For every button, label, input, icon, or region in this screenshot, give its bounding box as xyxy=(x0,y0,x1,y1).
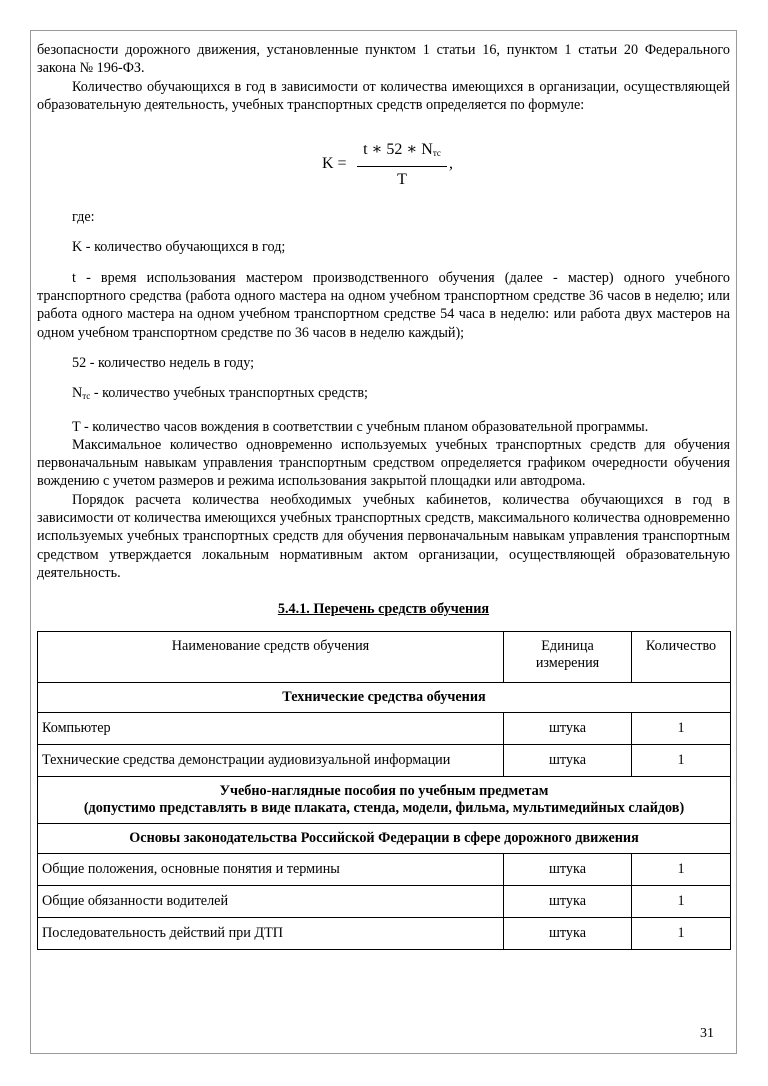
row-quantity: 1 xyxy=(632,744,731,776)
formula-fraction xyxy=(357,140,447,190)
paragraph-calculation-order: Порядок расчета количества необходимых учебных кабинетов, количества обучающихся в год в зависимости от количества имеющихся учебных транспортных средств, максимального количества одновременно используемых учебных транспортных средств для обучения первоначальным навыкам управления транспортным средством утверждается локальным нормативным актом организации, осуществляющей образовательную деятельность. xyxy=(37,491,730,581)
formula-numerator-text: t ∗ 52 ∗ N xyxy=(363,141,433,159)
row-unit: штука xyxy=(504,853,632,885)
subgroup-row xyxy=(38,823,731,853)
definition-n xyxy=(37,384,730,405)
row-unit: штука xyxy=(504,917,632,949)
definition-n-subscript: тс xyxy=(82,391,91,402)
definition-t: t - время использования мастером производственного обучения (далее - мастер) одного учебного транспортного средства (работа одного мастера на одном учебном транспортном средстве 36 часов в неделю; или работа одного мастера на одном учебном транспортном средстве 54 часа в неделю: или работа двух мастеров на одном учебном транспортном средстве по 36 часов в неделю каждый); xyxy=(37,269,730,341)
row-quantity: 1 xyxy=(632,712,731,744)
paragraph-where: где: xyxy=(72,209,95,226)
formula-comma: , xyxy=(449,155,453,173)
row-name: Общие обязанности водителей xyxy=(38,885,504,917)
formula-denominator: T xyxy=(397,171,407,189)
header-unit: Единица измерения xyxy=(504,631,632,682)
formula-numerator xyxy=(357,140,447,163)
fraction-bar xyxy=(357,166,447,167)
table-row xyxy=(38,885,731,917)
row-unit: штука xyxy=(504,885,632,917)
row-quantity: 1 xyxy=(632,853,731,885)
paragraph-max-vehicles: Максимальное количество одновременно используемых учебных транспортных средств для обучения первоначальным навыкам управления транспортным средством определяется графиком очередности обучения вождению с учетом размеров и режима использования закрытой площадки или автодрома. xyxy=(37,436,730,490)
row-quantity: 1 xyxy=(632,917,731,949)
formula-lhs: K = xyxy=(322,155,347,173)
definition-n-symbol: N xyxy=(72,385,83,402)
row-unit: штука xyxy=(504,712,632,744)
group-visual-aids xyxy=(38,776,731,823)
table-row xyxy=(38,917,731,949)
page-number: 31 xyxy=(700,1026,714,1041)
group-visual-aids-line2: (допустимо представлять в виде плаката, стенда, модели, фильма, мультимедийных слайдов) xyxy=(83,799,685,816)
row-unit: штука xyxy=(504,744,632,776)
table-row xyxy=(38,712,731,744)
header-name: Наименование средств обучения xyxy=(38,631,504,682)
subgroup-legislation: Основы законодательства Российской Федерации в сфере дорожного движения xyxy=(38,823,731,853)
definition-n-text: - количество учебных транспортных средств; xyxy=(90,385,368,402)
table-header-row xyxy=(38,631,731,682)
section-title: 5.4.1. Перечень средств обучения xyxy=(277,601,490,618)
definition-k: K - количество обучающихся в год; xyxy=(72,239,286,256)
row-name: Технические средства демонстрации аудиовизуальной информации xyxy=(38,744,504,776)
definition-T: T - количество часов вождения в соответствии с учебным планом образовательной программы. xyxy=(72,418,649,435)
table-row xyxy=(38,853,731,885)
group-technical: Технические средства обучения xyxy=(38,682,731,712)
table-row xyxy=(38,744,731,776)
training-means-table xyxy=(37,631,731,950)
group-row xyxy=(38,776,731,823)
row-name: Последовательность действий при ДТП xyxy=(38,917,504,949)
row-name: Общие положения, основные понятия и термины xyxy=(38,853,504,885)
definition-52: 52 - количество недель в году; xyxy=(72,354,255,371)
formula xyxy=(37,136,730,194)
formula-numerator-subscript: тс xyxy=(432,148,441,159)
row-name: Компьютер xyxy=(38,712,504,744)
row-quantity: 1 xyxy=(632,885,731,917)
document-body xyxy=(37,41,730,950)
group-visual-aids-line1: Учебно-наглядные пособия по учебным предметам xyxy=(219,782,549,799)
header-quantity: Количество xyxy=(632,631,731,682)
group-row xyxy=(38,682,731,712)
paragraph-formula-intro: Количество обучающихся в год в зависимости от количества имеющихся в организации, осуществляющей образовательную деятельность, учебных транспортных средств определяется по формуле: xyxy=(37,78,730,113)
paragraph-law-reference: безопасности дорожного движения, установленные пунктом 1 статьи 16, пунктом 1 статьи 20 Федерального закона № 196-ФЗ. xyxy=(37,42,730,77)
